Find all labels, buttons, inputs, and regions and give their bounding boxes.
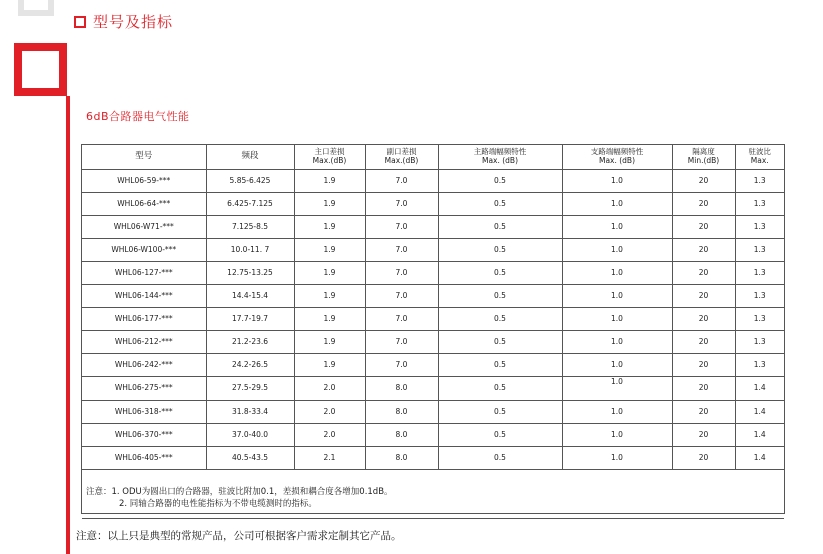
- table-header-row: [82, 145, 784, 170]
- table-row: [82, 377, 784, 401]
- table-cell: 0.5: [438, 239, 562, 262]
- table-cell: 21.2-23.6: [206, 331, 294, 354]
- table-notes-row: [82, 470, 784, 519]
- table-cell: 31.8-33.4: [206, 401, 294, 424]
- table-cell: 1.0: [562, 170, 672, 193]
- column-header: [294, 145, 365, 170]
- table-body: [82, 170, 784, 470]
- table-cell: 1.3: [735, 170, 784, 193]
- table-cell: 0.5: [438, 170, 562, 193]
- table-row: [82, 308, 784, 331]
- table-cell: 20: [672, 308, 735, 331]
- column-header-line: 副口差损: [386, 147, 417, 157]
- column-header: [365, 145, 438, 170]
- table-cell: 7.0: [365, 331, 438, 354]
- table-cell: 7.0: [365, 308, 438, 331]
- table-cell: 14.4-15.4: [206, 285, 294, 308]
- column-header-line: 型号: [135, 151, 153, 162]
- column-header-line: 支路端幅频特性: [590, 147, 644, 157]
- column-header: [735, 145, 784, 170]
- table-cell: 24.2-26.5: [206, 354, 294, 377]
- table-cell: 1.9: [294, 170, 365, 193]
- section-header: [74, 11, 173, 32]
- column-header: [438, 145, 562, 170]
- footer-note: 注意：以上只是典型的常规产品，公司可根据客户需求定制其它产品。: [76, 530, 402, 542]
- table-cell: 8.0: [365, 424, 438, 447]
- table-cell: 20: [672, 262, 735, 285]
- table-cell: 1.3: [735, 216, 784, 239]
- column-header-line: 主路端幅频特性: [473, 147, 527, 157]
- table-cell: 20: [672, 401, 735, 424]
- column-header-line: Min.(dB): [687, 156, 720, 165]
- column-header-line: Max. (dB): [598, 156, 636, 165]
- table-cell: 1.0: [562, 239, 672, 262]
- table-cell: 1.9: [294, 354, 365, 377]
- table-cell: 2.0: [294, 401, 365, 424]
- table-cell: 1.0: [562, 354, 672, 377]
- note-line-1: 注意：1. ODU为圆出口的合路器，驻波比附加0.1，差损和耦合度各增加0.1dB。: [86, 487, 393, 498]
- table-cell: 20: [672, 447, 735, 470]
- table-cell: 1.3: [735, 239, 784, 262]
- table-cell: 17.7-19.7: [206, 308, 294, 331]
- table-cell: 7.0: [365, 239, 438, 262]
- table-cell: 1.9: [294, 262, 365, 285]
- table-cell: 1.9: [294, 308, 365, 331]
- table-cell: WHL06-W71-***: [82, 216, 206, 239]
- table-cell: WHL06-370-***: [82, 424, 206, 447]
- column-header-line: Max. (dB): [481, 156, 519, 165]
- table-row: [82, 216, 784, 239]
- table-cell: 0.5: [438, 424, 562, 447]
- table-row: [82, 262, 784, 285]
- table-cell: 0.5: [438, 331, 562, 354]
- table-cell: 10.0-11. 7: [206, 239, 294, 262]
- table-cell: 1.0: [562, 377, 672, 401]
- table-cell: 20: [672, 424, 735, 447]
- table-title: 6dB合路器电气性能: [86, 110, 190, 123]
- table-cell: 7.125-8.5: [206, 216, 294, 239]
- table-cell: 1.0: [562, 193, 672, 216]
- table-cell: 1.3: [735, 354, 784, 377]
- table-cell: 1.9: [294, 285, 365, 308]
- decorative-red-square: [14, 43, 67, 96]
- table-row: [82, 170, 784, 193]
- spec-table: [82, 145, 784, 519]
- table-cell: WHL06-275-***: [82, 377, 206, 401]
- table-cell: 1.9: [294, 331, 365, 354]
- table-cell: 7.0: [365, 216, 438, 239]
- table-cell: 20: [672, 285, 735, 308]
- table-cell: 6.425-7.125: [206, 193, 294, 216]
- table-cell: 0.5: [438, 447, 562, 470]
- column-header-line: 主口差损: [314, 147, 345, 157]
- table-cell: 7.0: [365, 285, 438, 308]
- table-cell: 8.0: [365, 447, 438, 470]
- table-cell: 1.0: [562, 331, 672, 354]
- table-cell: WHL06-59-***: [82, 170, 206, 193]
- table-cell: 1.0: [562, 424, 672, 447]
- table-cell: 7.0: [365, 193, 438, 216]
- table-cell: WHL06-212-***: [82, 331, 206, 354]
- table-cell: WHL06-177-***: [82, 308, 206, 331]
- column-header-line: 驻波比: [748, 147, 771, 157]
- table-cell: 1.4: [735, 447, 784, 470]
- table-cell: WHL06-144-***: [82, 285, 206, 308]
- column-header-line: Max.(dB): [384, 156, 419, 165]
- table-row: [82, 354, 784, 377]
- table-row: [82, 285, 784, 308]
- table-cell: 12.75-13.25: [206, 262, 294, 285]
- column-header: [206, 145, 294, 170]
- table-cell: 1.0: [562, 308, 672, 331]
- table-cell: 40.5-43.5: [206, 447, 294, 470]
- column-header: [562, 145, 672, 170]
- column-header: [672, 145, 735, 170]
- column-header: [82, 145, 206, 170]
- table-cell: 1.4: [735, 377, 784, 401]
- table-cell: 1.3: [735, 308, 784, 331]
- section-title: 型号及指标: [93, 13, 174, 31]
- table-row: [82, 401, 784, 424]
- table-cell: 7.0: [365, 354, 438, 377]
- table-cell: 1.3: [735, 262, 784, 285]
- table-cell: 0.5: [438, 308, 562, 331]
- table-cell: WHL06-127-***: [82, 262, 206, 285]
- table-cell: 1.3: [735, 331, 784, 354]
- decorative-top-square: [18, 0, 54, 16]
- table-cell: 20: [672, 193, 735, 216]
- table-cell: 20: [672, 239, 735, 262]
- table-cell: 0.5: [438, 377, 562, 401]
- table-cell: WHL06-405-***: [82, 447, 206, 470]
- section-square-icon: [74, 16, 86, 28]
- table-row: [82, 193, 784, 216]
- table-cell: 1.9: [294, 239, 365, 262]
- table-cell: 1.0: [562, 262, 672, 285]
- table-cell: 8.0: [365, 377, 438, 401]
- spec-table-container: [81, 144, 785, 514]
- table-cell: 5.85-6.425: [206, 170, 294, 193]
- table-cell: 27.5-29.5: [206, 377, 294, 401]
- table-cell: 20: [672, 331, 735, 354]
- table-cell: 2.1: [294, 447, 365, 470]
- table-cell: 0.5: [438, 285, 562, 308]
- table-cell: 2.0: [294, 377, 365, 401]
- table-cell: 20: [672, 170, 735, 193]
- table-cell: WHL06-W100-***: [82, 239, 206, 262]
- table-cell: 20: [672, 216, 735, 239]
- table-cell: 7.0: [365, 262, 438, 285]
- column-header-line: 隔离度: [692, 147, 715, 157]
- table-cell: 0.5: [438, 401, 562, 424]
- table-cell: 1.0: [562, 285, 672, 308]
- table-cell: WHL06-318-***: [82, 401, 206, 424]
- table-cell: 2.0: [294, 424, 365, 447]
- table-cell: 20: [672, 377, 735, 401]
- table-cell: 0.5: [438, 262, 562, 285]
- decorative-red-line: [66, 96, 70, 554]
- table-row: [82, 447, 784, 470]
- table-cell: 7.0: [365, 170, 438, 193]
- table-row: [82, 331, 784, 354]
- table-cell: 1.9: [294, 193, 365, 216]
- table-cell: 1.3: [735, 285, 784, 308]
- note-line-2: 2. 同轴合路器的电性能指标为不带电缆测时的指标。: [119, 498, 317, 509]
- table-cell: 1.0: [562, 216, 672, 239]
- table-cell: WHL06-64-***: [82, 193, 206, 216]
- table-cell: 0.5: [438, 193, 562, 216]
- table-cell: 37.0-40.0: [206, 424, 294, 447]
- table-cell: WHL06-242-***: [82, 354, 206, 377]
- table-cell: 8.0: [365, 401, 438, 424]
- table-cell: 1.0: [562, 447, 672, 470]
- table-cell: 1.3: [735, 193, 784, 216]
- table-cell: 1.9: [294, 216, 365, 239]
- table-cell: 1.4: [735, 401, 784, 424]
- table-row: [82, 239, 784, 262]
- column-header-line: Max.: [750, 156, 769, 165]
- table-row: [82, 424, 784, 447]
- table-cell: 0.5: [438, 216, 562, 239]
- column-header-line: Max.(dB): [312, 156, 347, 165]
- table-notes: [82, 470, 784, 519]
- column-header-line: 频段: [241, 151, 259, 162]
- table-cell: 1.0: [562, 401, 672, 424]
- table-cell: 20: [672, 354, 735, 377]
- table-cell: 1.4: [735, 424, 784, 447]
- table-cell: 0.5: [438, 354, 562, 377]
